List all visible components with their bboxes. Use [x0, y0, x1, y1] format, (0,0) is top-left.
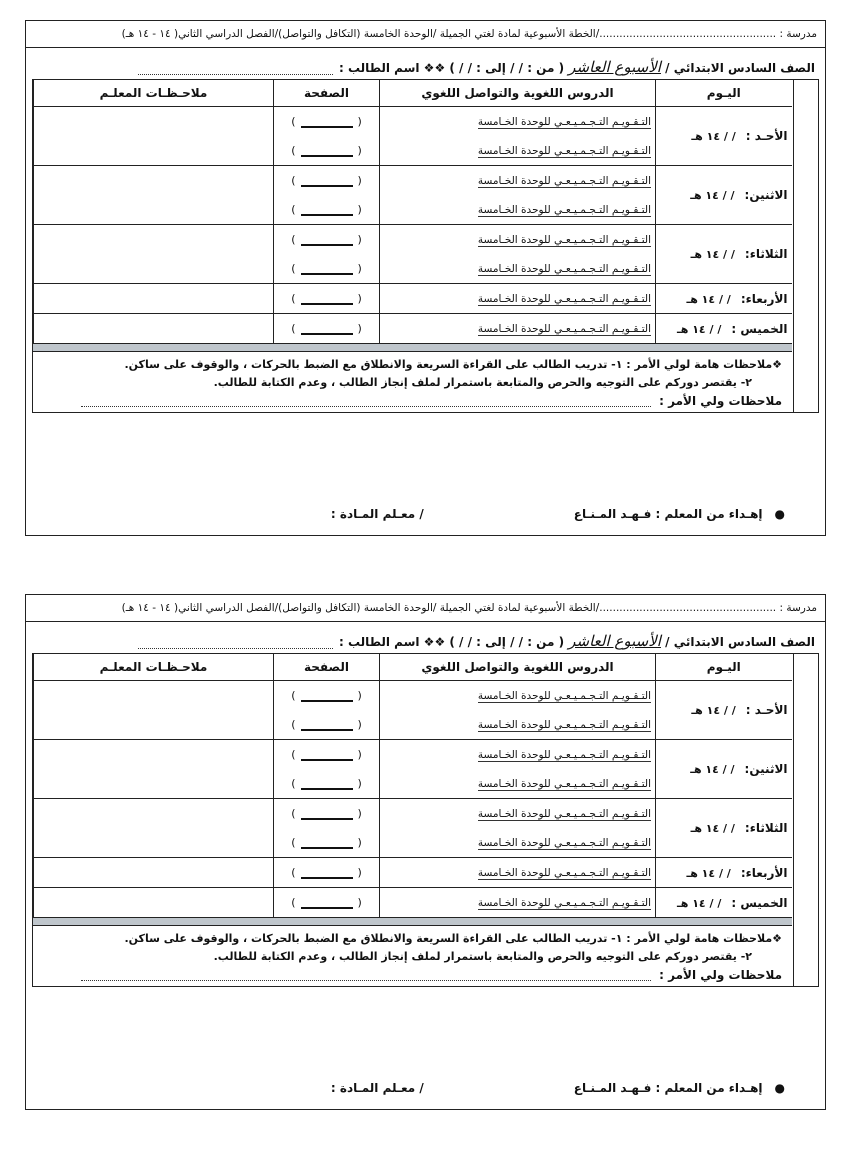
- teacher-notes-cell[interactable]: [34, 284, 274, 314]
- page-open-paren: (: [357, 174, 362, 187]
- page-close-paren: ): [291, 322, 296, 335]
- table-header-row: [34, 654, 792, 681]
- page-cell: [274, 136, 380, 166]
- day-date: / / ١٤ هـ: [686, 866, 731, 880]
- day-name: الأحـد :: [745, 703, 788, 717]
- separator-band: [33, 917, 792, 926]
- page-close-paren: ): [291, 718, 296, 731]
- lesson-cell: [380, 858, 656, 888]
- table-row: [34, 888, 792, 918]
- parent-remarks-field[interactable]: [81, 396, 651, 407]
- day-cell: [656, 799, 792, 858]
- teacher-notes-cell[interactable]: [34, 740, 274, 799]
- page-number-field[interactable]: [301, 897, 353, 909]
- day-date: / / ١٤ هـ: [690, 189, 735, 202]
- page-cell: [274, 195, 380, 225]
- day-cell: [656, 740, 792, 799]
- bullet-icon: ●: [774, 507, 785, 521]
- teacher-notes-cell[interactable]: [34, 858, 274, 888]
- lesson-title: التـقـويـم التـجـمـيـعـي للوحدة الخـامسة: [477, 292, 651, 305]
- day-cell: [656, 888, 792, 918]
- lesson-cell: [380, 136, 656, 166]
- grade-label: الصف السادس الابتدائي /: [665, 61, 815, 75]
- page-number-field[interactable]: [301, 808, 353, 820]
- lesson-title: التـقـويـم التـجـمـيـعـي للوحدة الخـامسة: [477, 144, 651, 157]
- student-name-label: ❖❖ اسم الطالب :: [339, 635, 446, 649]
- page-cell: [274, 166, 380, 196]
- day-cell: [656, 314, 792, 344]
- page-number-field[interactable]: [301, 867, 353, 879]
- column-header: اليـوم: [656, 80, 792, 107]
- note-line-1: ❖ملاحظات هامة لولي الأمر : ١- تدريب الطالب على القراءة السريعة والانطلاق مع الضبط بالحركات ، والوقوف على ساكن.: [124, 358, 782, 371]
- page-open-paren: (: [357, 322, 362, 335]
- plan-grid: [32, 79, 819, 413]
- day-date: / / ١٤ هـ: [690, 822, 735, 835]
- lesson-title: التـقـويـم التـجـمـيـعـي للوحدة الخـامسة: [477, 322, 651, 335]
- day-cell: [656, 225, 792, 284]
- page-open-paren: (: [357, 262, 362, 275]
- page-number-field[interactable]: [301, 837, 353, 849]
- page-open-paren: (: [357, 144, 362, 157]
- teacher-notes-cell[interactable]: [34, 888, 274, 918]
- lesson-title: التـقـويـم التـجـمـيـعـي للوحدة الخـامسة: [477, 689, 651, 702]
- dedication-text: إهـداء من المعلم : فـهـد المـنـاع: [573, 507, 763, 521]
- page-close-paren: ): [291, 836, 296, 849]
- page-open-paren: (: [357, 718, 362, 731]
- page-cell: [274, 681, 380, 711]
- week-label: الأسبوع العاشر: [568, 58, 661, 76]
- day-date: / / ١٤ هـ: [676, 896, 722, 910]
- lesson-cell: [380, 888, 656, 918]
- lesson-cell: [380, 225, 656, 255]
- page-close-paren: ): [291, 748, 296, 761]
- column-header: الصفحة: [274, 654, 380, 681]
- parent-remarks: [33, 966, 790, 986]
- plan-header: مدرسة : ...................................................../الخطة الأسبوعية لمادة لغتي الجميلة /الوحدة الخامسة (التكافل والتواصل)/الفصل الدراسي الثاني( ١٤ - ١٤ هـ): [26, 595, 825, 622]
- lesson-title: التـقـويـم التـجـمـيـعـي للوحدة الخـامسة: [477, 896, 651, 909]
- subject-teacher-label: / معـلم المـادة :: [330, 1081, 424, 1095]
- lesson-title: التـقـويـم التـجـمـيـعـي للوحدة الخـامسة: [477, 718, 651, 731]
- day-date: / / ١٤ هـ: [676, 322, 722, 336]
- day-name: الأربعاء:: [740, 291, 788, 306]
- lesson-cell: [380, 710, 656, 740]
- page-number-field[interactable]: [301, 293, 353, 305]
- page-open-paren: (: [357, 115, 362, 128]
- page-cell: [274, 284, 380, 314]
- page-cell: [274, 254, 380, 284]
- plan-table: [33, 654, 792, 917]
- parent-notes: [33, 926, 792, 966]
- page-open-paren: (: [357, 866, 362, 879]
- page-cell: [274, 828, 380, 858]
- lesson-title: التـقـويـم التـجـمـيـعـي للوحدة الخـامسة: [477, 233, 651, 246]
- student-name-label: ❖❖ اسم الطالب :: [339, 61, 446, 75]
- day-name: الأربعاء:: [740, 865, 788, 880]
- lesson-cell: [380, 799, 656, 829]
- info-line: [26, 629, 825, 653]
- date-range: ( من : / / إلى : / / ): [449, 61, 565, 75]
- teacher-notes-cell[interactable]: [34, 166, 274, 225]
- table-row: [34, 681, 792, 711]
- grade-label: الصف السادس الابتدائي /: [665, 635, 815, 649]
- page-number-field[interactable]: [301, 175, 353, 187]
- page-number-field[interactable]: [301, 719, 353, 731]
- page-cell: [274, 888, 380, 918]
- lesson-cell: [380, 284, 656, 314]
- lesson-title: التـقـويـم التـجـمـيـعـي للوحدة الخـامسة: [477, 866, 651, 879]
- day-date: / / ١٤ هـ: [691, 130, 736, 143]
- lesson-cell: [380, 828, 656, 858]
- page-cell: [274, 710, 380, 740]
- column-header: اليـوم: [656, 654, 792, 681]
- page-close-paren: ): [291, 174, 296, 187]
- lesson-title: التـقـويـم التـجـمـيـعـي للوحدة الخـامسة: [477, 174, 651, 187]
- teacher-notes-cell[interactable]: [34, 799, 274, 858]
- page-close-paren: ): [291, 807, 296, 820]
- teacher-notes-cell[interactable]: [34, 681, 274, 740]
- note-line-1: ❖ملاحظات هامة لولي الأمر : ١- تدريب الطالب على القراءة السريعة والانطلاق مع الضبط بالحركات ، والوقوف على ساكن.: [124, 932, 782, 945]
- parent-remarks-label: ملاحظات ولي الأمر :: [659, 394, 782, 408]
- page-number-field[interactable]: [301, 234, 353, 246]
- teacher-notes-cell[interactable]: [34, 107, 274, 166]
- page-open-paren: (: [357, 233, 362, 246]
- page-number-field[interactable]: [301, 263, 353, 275]
- page-close-paren: ): [291, 866, 296, 879]
- column-header: الدروس اللغوية والتواصل اللغوي: [380, 80, 656, 107]
- page-cell: [274, 740, 380, 770]
- day-cell: [656, 858, 792, 888]
- lesson-cell: [380, 681, 656, 711]
- page-open-paren: (: [357, 748, 362, 761]
- page-number-field[interactable]: [301, 323, 353, 335]
- day-cell: [656, 166, 792, 225]
- page-number-field[interactable]: [301, 778, 353, 790]
- lesson-cell: [380, 740, 656, 770]
- page-cell: [274, 314, 380, 344]
- student-name-field[interactable]: [138, 62, 333, 75]
- page-open-paren: (: [357, 896, 362, 909]
- day-name: الثلاثاء:: [744, 247, 788, 261]
- info-line: [26, 55, 825, 79]
- page-open-paren: (: [357, 807, 362, 820]
- teacher-notes-cell[interactable]: [34, 314, 274, 344]
- note-line-2: ٢- يقتصر دوركم على التوجيه والحرص والمتابعة باستمرار لملف إنجاز الطالب ، وعدم الكتابة للطالب.: [213, 950, 752, 963]
- page-number-field[interactable]: [301, 690, 353, 702]
- page-open-paren: (: [357, 777, 362, 790]
- lesson-cell: [380, 314, 656, 344]
- day-cell: [656, 681, 792, 740]
- table-row: [34, 858, 792, 888]
- page-cell: [274, 107, 380, 137]
- plan-table: [33, 80, 792, 343]
- page-number-field[interactable]: [301, 204, 353, 216]
- sheet-footer: [26, 1081, 825, 1095]
- plan-sheet: [25, 20, 826, 536]
- table-row: [34, 314, 792, 344]
- plan-sheet: [25, 594, 826, 1110]
- page-cell: [274, 799, 380, 829]
- lesson-title: التـقـويـم التـجـمـيـعـي للوحدة الخـامسة: [477, 203, 651, 216]
- lesson-cell: [380, 166, 656, 196]
- page-number-field[interactable]: [301, 116, 353, 128]
- page-close-paren: ): [291, 777, 296, 790]
- page-open-paren: (: [357, 292, 362, 305]
- lesson-title: التـقـويـم التـجـمـيـعـي للوحدة الخـامسة: [477, 748, 651, 761]
- table-row: [34, 225, 792, 255]
- page-close-paren: ): [291, 233, 296, 246]
- lesson-title: التـقـويـم التـجـمـيـعـي للوحدة الخـامسة: [477, 115, 651, 128]
- lesson-title: التـقـويـم التـجـمـيـعـي للوحدة الخـامسة: [477, 836, 651, 849]
- day-date: / / ١٤ هـ: [686, 292, 731, 306]
- lesson-cell: [380, 107, 656, 137]
- date-range: ( من : / / إلى : / / ): [449, 635, 565, 649]
- page-number-field[interactable]: [301, 749, 353, 761]
- subject-teacher-label: / معـلم المـادة :: [330, 507, 424, 521]
- lesson-cell: [380, 769, 656, 799]
- table-header-row: [34, 80, 792, 107]
- page-open-paren: (: [357, 203, 362, 216]
- dedication-text: إهـداء من المعلم : فـهـد المـنـاع: [573, 1081, 763, 1095]
- lesson-cell: [380, 254, 656, 284]
- parent-remarks: [33, 392, 790, 412]
- week-label: الأسبوع العاشر: [568, 632, 661, 650]
- day-name: الخميس :: [731, 321, 788, 336]
- page-open-paren: (: [357, 836, 362, 849]
- plan-header: مدرسة : ...................................................../الخطة الأسبوعية لمادة لغتي الجميلة /الوحدة الخامسة (التكافل والتواصل)/الفصل الدراسي الثاني( ١٤ - ١٤ هـ): [26, 21, 825, 48]
- lesson-title: التـقـويـم التـجـمـيـعـي للوحدة الخـامسة: [477, 807, 651, 820]
- margin-stripe: [793, 80, 818, 412]
- day-name: الثلاثاء:: [744, 821, 788, 835]
- day-date: / / ١٤ هـ: [691, 704, 736, 717]
- table-row: [34, 107, 792, 137]
- page-close-paren: ): [291, 292, 296, 305]
- page-close-paren: ): [291, 203, 296, 216]
- day-name: الاثنين:: [744, 188, 788, 202]
- page-open-paren: (: [357, 689, 362, 702]
- separator-band: [33, 343, 792, 352]
- day-date: / / ١٤ هـ: [690, 763, 735, 776]
- table-row: [34, 799, 792, 829]
- page-close-paren: ): [291, 144, 296, 157]
- student-name-field[interactable]: [138, 636, 333, 649]
- lesson-cell: [380, 195, 656, 225]
- page-cell: [274, 769, 380, 799]
- day-name: الخميس :: [731, 895, 788, 910]
- page-cell: [274, 225, 380, 255]
- day-name: الأحـد :: [745, 129, 788, 143]
- table-row: [34, 284, 792, 314]
- day-date: / / ١٤ هـ: [690, 248, 735, 261]
- sheet-footer: [26, 507, 825, 521]
- teacher-notes-cell[interactable]: [34, 225, 274, 284]
- margin-stripe: [793, 654, 818, 986]
- page-close-paren: ): [291, 262, 296, 275]
- page-close-paren: ): [291, 896, 296, 909]
- table-row: [34, 166, 792, 196]
- lesson-title: التـقـويـم التـجـمـيـعـي للوحدة الخـامسة: [477, 777, 651, 790]
- page-close-paren: ): [291, 115, 296, 128]
- bullet-icon: ●: [774, 1081, 785, 1095]
- parent-remarks-label: ملاحظات ولي الأمر :: [659, 968, 782, 982]
- day-name: الاثنين:: [744, 762, 788, 776]
- note-line-2: ٢- يقتصر دوركم على التوجيه والحرص والمتابعة باستمرار لملف إنجاز الطالب ، وعدم الكتابة للطالب.: [213, 376, 752, 389]
- column-header: ملاحـظـات المعلـم: [34, 654, 274, 681]
- plan-grid: [32, 653, 819, 987]
- column-header: الصفحة: [274, 80, 380, 107]
- page-number-field[interactable]: [301, 145, 353, 157]
- lesson-title: التـقـويـم التـجـمـيـعـي للوحدة الخـامسة: [477, 262, 651, 275]
- page-close-paren: ): [291, 689, 296, 702]
- day-cell: [656, 284, 792, 314]
- parent-remarks-field[interactable]: [81, 970, 651, 981]
- column-header: الدروس اللغوية والتواصل اللغوي: [380, 654, 656, 681]
- table-row: [34, 740, 792, 770]
- parent-notes: [33, 352, 792, 392]
- day-cell: [656, 107, 792, 166]
- page-cell: [274, 858, 380, 888]
- column-header: ملاحـظـات المعلـم: [34, 80, 274, 107]
